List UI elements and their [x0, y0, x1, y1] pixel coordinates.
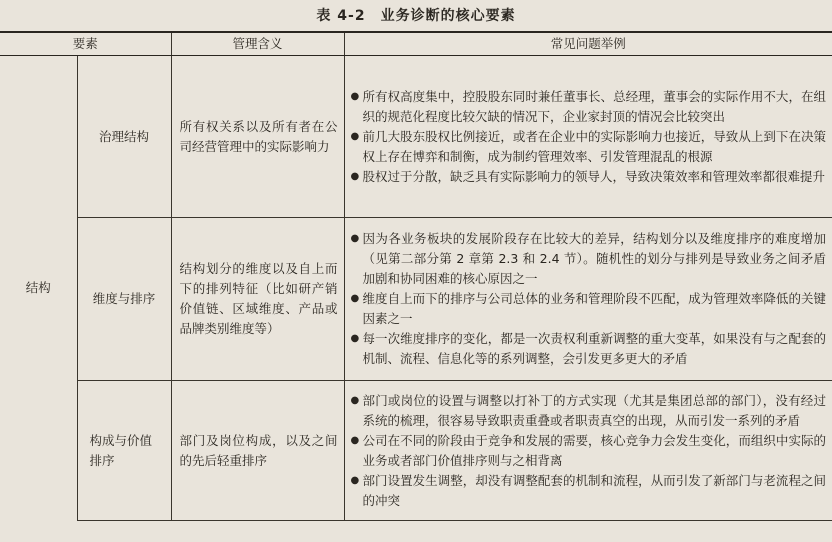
bullet-icon: ● — [350, 394, 360, 406]
bullet-icon: ● — [350, 130, 360, 142]
issue-item: ● 前几大股东股权比例接近，或者在企业中的实际影响力也接近，导致从上到下在决策权上存在博弈和制衡，成为制约管理效率、引发管理混乱的根源 — [350, 128, 827, 164]
bullet-icon: ● — [350, 434, 360, 446]
sub-element-label: 维度与排序 — [92, 291, 156, 306]
header-issues: 常见问题举例 — [344, 32, 832, 56]
issue-item: ● 维度自上而下的排序与公司总体的业务和管理阶段不匹配，成为管理效率降低的关键因素之一 — [350, 291, 827, 326]
issue-item: ● 公司在不同的阶段由于竞争和发展的需要，核心竞争力会发生变化，而组织中实际的业务或者部门价值排序则与之相背离 — [350, 432, 827, 468]
category-cell — [0, 56, 77, 521]
meaning-cell: 结构划分的维度以及自上而下的排列特征（比如研产销价值链、区域维度、产品或品牌类别维度等） — [171, 218, 344, 381]
bullet-icon: ● — [350, 170, 360, 182]
bullet-icon: ● — [350, 333, 360, 344]
header-row — [0, 32, 832, 56]
sub-element-cell — [77, 218, 171, 381]
table-row — [0, 218, 832, 381]
table-row — [0, 381, 832, 521]
issue-item: ● 因为各业务板块的发展阶段存在比较大的差异，结构划分以及维度排序的难度增加（见第二部分第 2 章第 2.3 和 2.4 节）。随机性的划分与排列是导致业务之间矛盾加剧和协同困难的核心原因之一 — [350, 231, 827, 286]
bullet-icon: ● — [350, 90, 360, 102]
issues-cell — [344, 56, 832, 218]
issue-item: ● 股权过于分散，缺乏具有实际影响力的领导人，导致决策效率和管理效率都很难提升 — [349, 167, 827, 187]
category-label: 结构 — [25, 280, 51, 296]
meaning-cell: 所有权关系以及所有者在公司经营管理中的实际影响力 — [171, 56, 344, 218]
header-meaning: 管理含义 — [171, 32, 344, 56]
issue-item: ● 所有权高度集中，控股股东同时兼任董事长、总经理，董事会的实际作用不大，在组织的规范化程度比较欠缺的情况下，企业家封顶的情况会比较突出 — [350, 88, 827, 124]
bullet-icon: ● — [350, 233, 360, 244]
table-row — [0, 56, 832, 218]
header-element: 要素 — [0, 32, 171, 56]
issue-item: ● 部门设置发生调整，却没有调整配套的机制和流程，从而引发了新部门与老流程之间的冲突 — [350, 472, 827, 508]
sub-element-cell — [77, 56, 171, 218]
meaning-cell: 部门及岗位构成，以及之间的先后轻重排序 — [171, 381, 344, 521]
sub-element-label: 构成与价值排序 — [89, 432, 153, 468]
issues-cell — [344, 381, 832, 521]
bullet-icon: ● — [350, 293, 360, 304]
issues-cell — [344, 218, 832, 381]
sub-element-label: 治理结构 — [99, 128, 150, 144]
sub-element-cell — [77, 381, 171, 521]
bullet-icon: ● — [350, 474, 360, 486]
issue-item: ● 部门或岗位的设置与调整以打补丁的方式实现（尤其是集团总部的部门），没有经过系统的梳理，很容易导致职责重叠或者职责真空的出现，从而引发一系列的矛盾 — [350, 392, 827, 428]
diagnosis-table — [0, 31, 832, 521]
table-title: 表 4-2 业务诊断的核心要素 — [316, 8, 516, 24]
issue-item: ● 每一次维度排序的变化，都是一次责权利重新调整的重大变革，如果没有与之配套的机制、流程、信息化等的系列调整，会引发更多更大的矛盾 — [350, 331, 827, 366]
